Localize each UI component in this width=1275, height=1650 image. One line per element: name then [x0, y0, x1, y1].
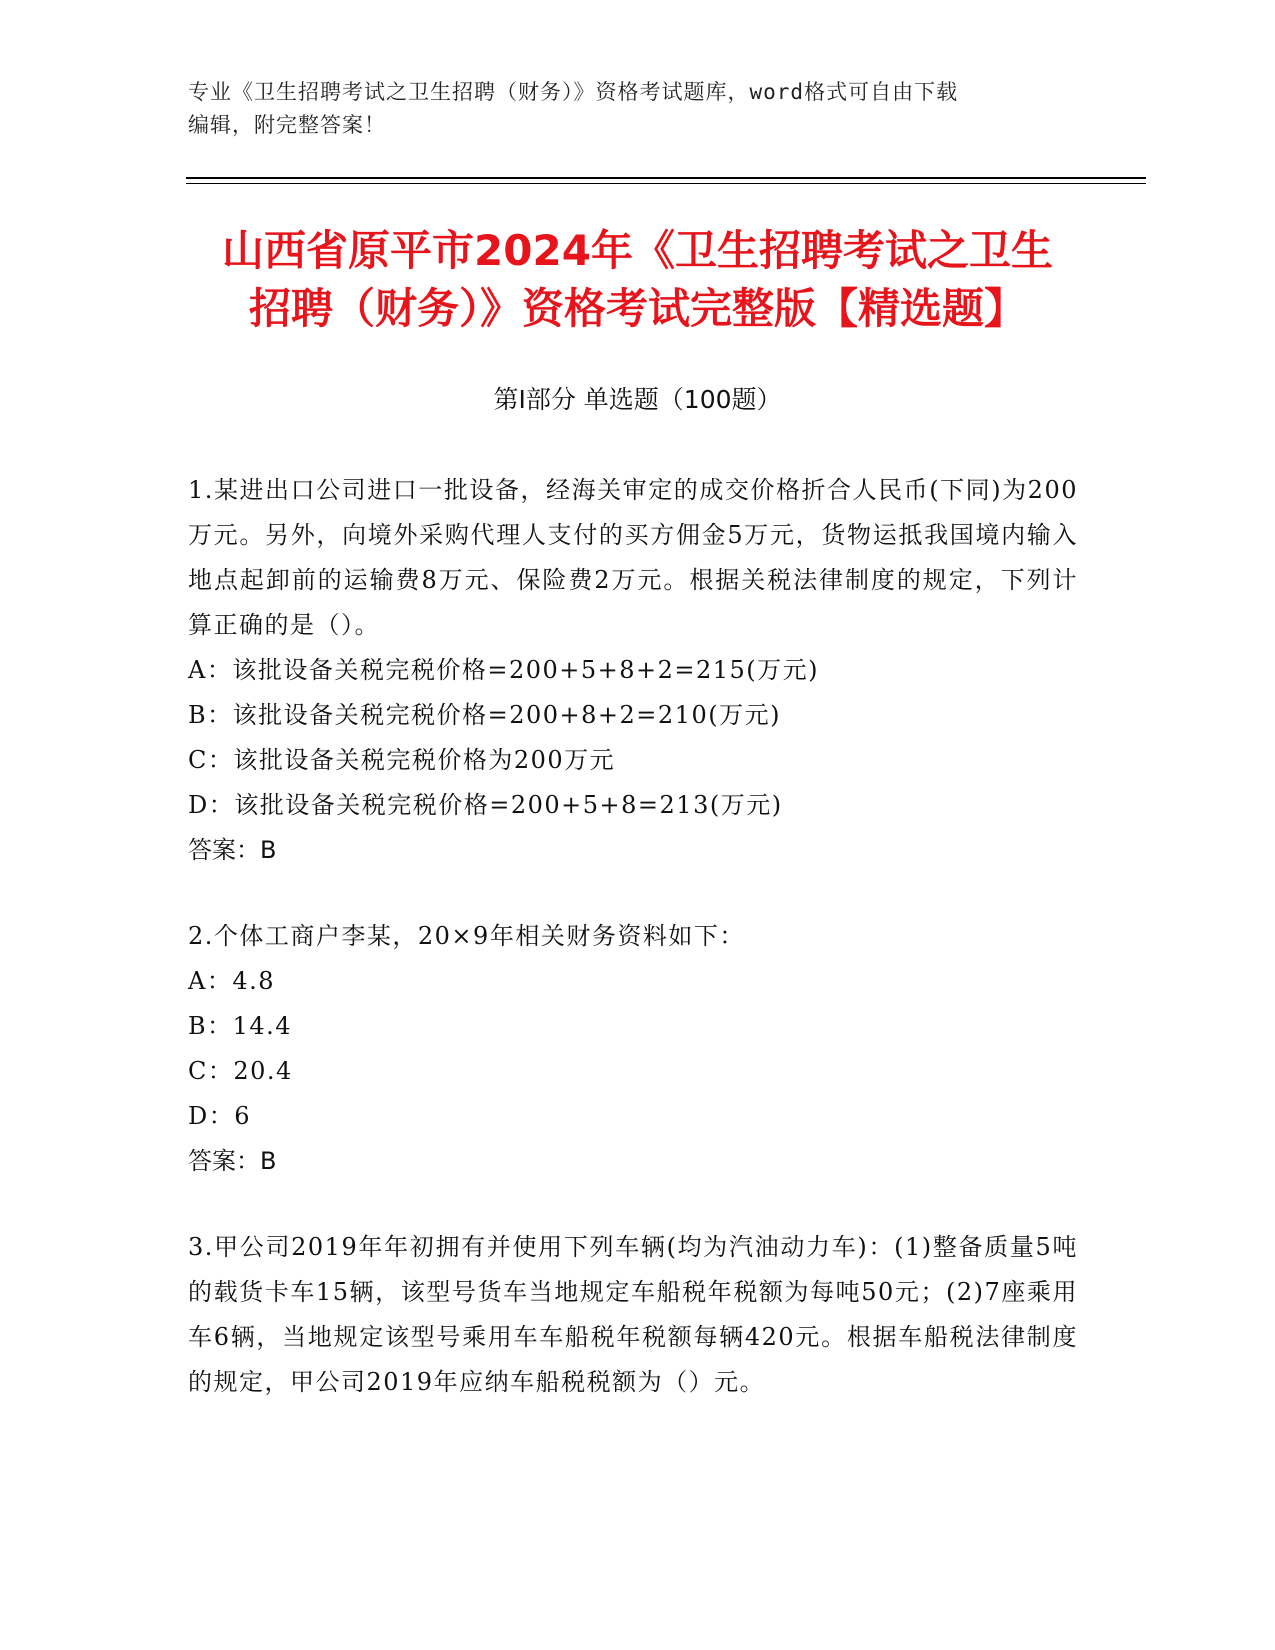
- question-1: [188, 468, 1078, 873]
- option-b: B：14.4: [188, 1012, 293, 1040]
- question-text: 1.某进出口公司进口一批设备，经海关审定的成交价格折合人民币(下同)为200万元。另外，向境外采购代理人支付的买方佣金5万元，货物运抵我国境内输入地点起卸前的运输费8万元、保险费2万元。根据关税法律制度的规定，下列计算正确的是（）。: [188, 476, 1078, 639]
- option-d: D：该批设备关税完税价格=200+5+8=213(万元): [188, 791, 783, 819]
- question-list: [188, 468, 1078, 1446]
- option-b: B：该批设备关税完税价格=200+8+2=210(万元): [188, 701, 781, 729]
- option-a: A：该批设备关税完税价格=200+5+8+2=215(万元): [188, 656, 820, 684]
- question-text: 3.甲公司2019年年初拥有并使用下列车辆(均为汽油动力车)：(1)整备质量5吨的载货卡车15辆，该型号货车当地规定车船税年税额为每吨50元；(2)7座乘用车6辆，当地规定该型号乘用车车船税年税额每辆420元。根据车船税法律制度的规定，甲公司2019年应纳车船税税额为（）元。: [188, 1233, 1078, 1396]
- header-note: [188, 76, 1088, 142]
- question-text: 2.个体工商户李某，20×9年相关财务资料如下：: [188, 922, 745, 950]
- section-title: 第Ⅰ部分 单选题（100题）: [493, 385, 782, 414]
- document-title: [150, 222, 1125, 338]
- option-a: A：4.8: [188, 967, 275, 995]
- header-note-line-1: 专业《卫生招聘考试之卫生招聘（财务）》资格考试题库，word格式可自由下载: [188, 80, 959, 104]
- document-title-line-1: 山西省原平市2024年《卫生招聘考试之卫生: [222, 226, 1053, 275]
- answer: 答案：B: [188, 836, 277, 864]
- header-divider-thick: [186, 177, 1146, 179]
- answer: 答案：B: [188, 1147, 277, 1175]
- option-c: C：该批设备关税完税价格为200万元: [188, 746, 616, 774]
- question-3: [188, 1225, 1078, 1405]
- question-2: [188, 914, 1078, 1184]
- header-divider-thin: [186, 183, 1146, 184]
- option-d: D：6: [188, 1102, 252, 1130]
- header-note-line-2: 编辑，附完整答案！: [188, 113, 386, 137]
- option-c: C：20.4: [188, 1057, 293, 1085]
- document-title-line-2: 招聘（财务）》资格考试完整版【精选题】: [248, 284, 1026, 333]
